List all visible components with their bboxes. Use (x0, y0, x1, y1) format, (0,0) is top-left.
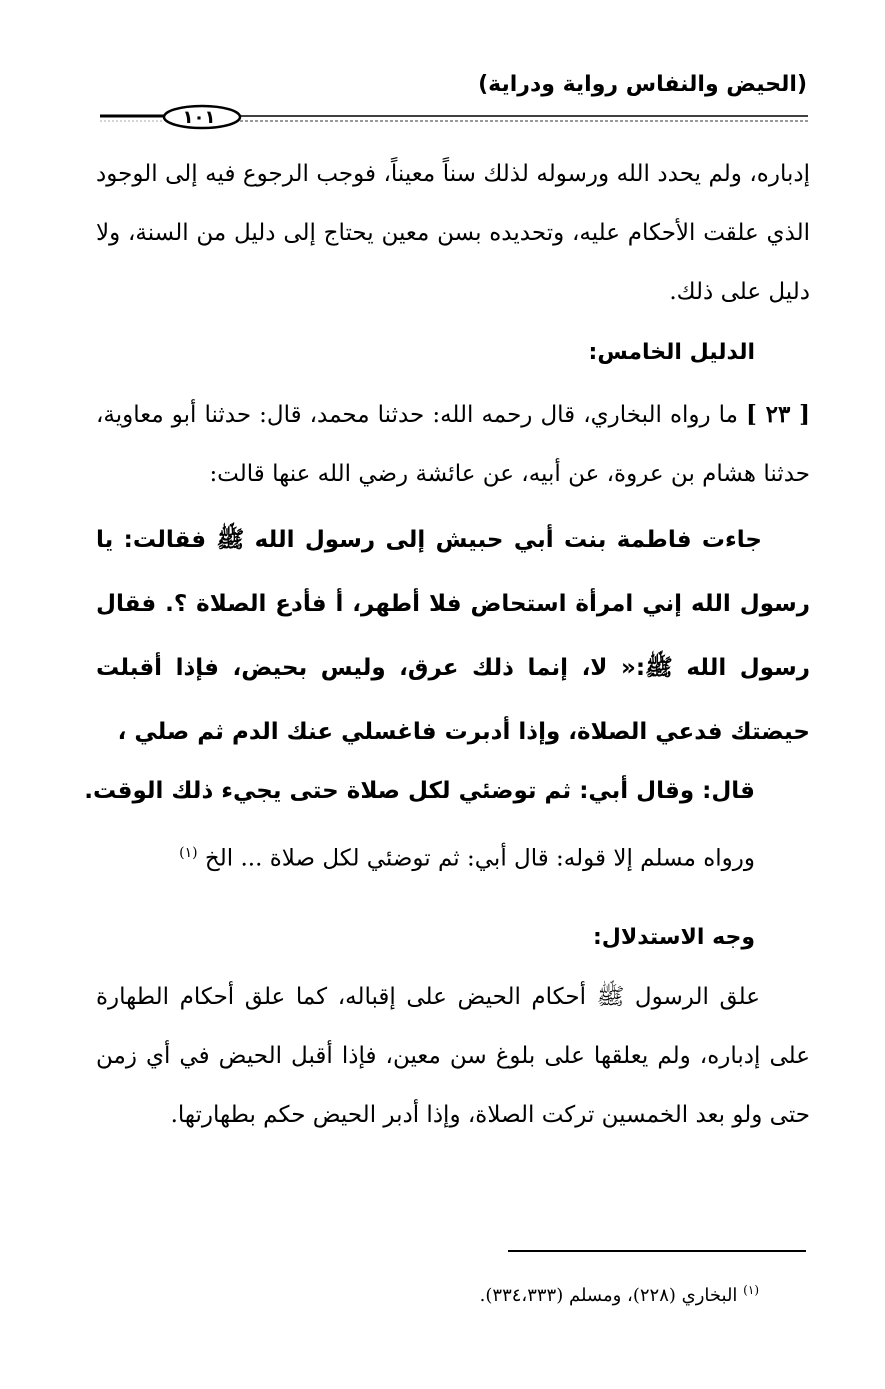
paragraph-1: إدباره، ولم يحدد الله ورسوله لذلك سناً معيناً، فوجب الرجوع فيه إلى الوجود الذي علقت الأحكام عليه، وتحديده بسن معين يحتاج إلى دليل من السنة، ولا دليل على ذلك. (96, 161, 810, 305)
footnote-1 (480, 1283, 759, 1306)
footnote-text: البخاري (٢٢٨)، ومسلم (٣٣٤،٣٣٣). (479, 1285, 738, 1306)
paragraph-2-text: ما رواه البخاري، قال رحمه الله: حدثنا محمد، قال: حدثنا أبو معاوية، حدثنا هشام بن عروة، عن أبيه، عن عائشة رضي الله عنها قالت: (96, 402, 810, 487)
muslim-note (179, 845, 755, 872)
running-title: (الحيض والنفاس رواية ودراية) (478, 72, 807, 97)
footnote-ref-1: (١) (179, 845, 198, 861)
hadith-text: جاءت فاطمة بنت أبي حبيش إلى رسول الله ﷺ فقالت: يا رسول الله إني امرأة استحاض فلا أطهر، أ فأدع الصلاة ؟. فقال رسول الله ﷺ:« لا، إنما ذلك عرق، وليس بحيض، فإذا أقبلت حيضتك فدعي الصلاة، وإذا أدبرت فاغسلي عنك الدم ثم صلي ، (96, 527, 810, 745)
paragraph-3: علق الرسول ﷺ أحكام الحيض على إقباله، كما علق أحكام الطهارة على إدباره، ولم يعلقها على بلوغ سن معين، فإذا أقبل الحيض في أي زمن حتى ولو بعد الخمسين تركت الصلاة، وإذا أدبر الحيض حكم بطهارتها. (96, 984, 810, 1128)
footnote-rule (508, 1250, 806, 1252)
hadith-number: [ ٢٣ ] (746, 401, 811, 428)
father-saying: قال: وقال أبي: ثم توضئي لكل صلاة حتى يجيء ذلك الوقت. (84, 778, 755, 804)
section-heading-inference: وجه الاستدلال: (592, 925, 755, 950)
section-heading-fifth-evidence: الدليل الخامس: (588, 340, 755, 365)
footnote-marker: (١) (743, 1283, 759, 1297)
muslim-note-text: ورواه مسلم إلا قوله: قال أبي: ثم توضئي لكل صلاة ... الخ (204, 845, 755, 872)
paragraph-2 (96, 385, 810, 504)
page-number: ١٠١ (182, 107, 216, 128)
